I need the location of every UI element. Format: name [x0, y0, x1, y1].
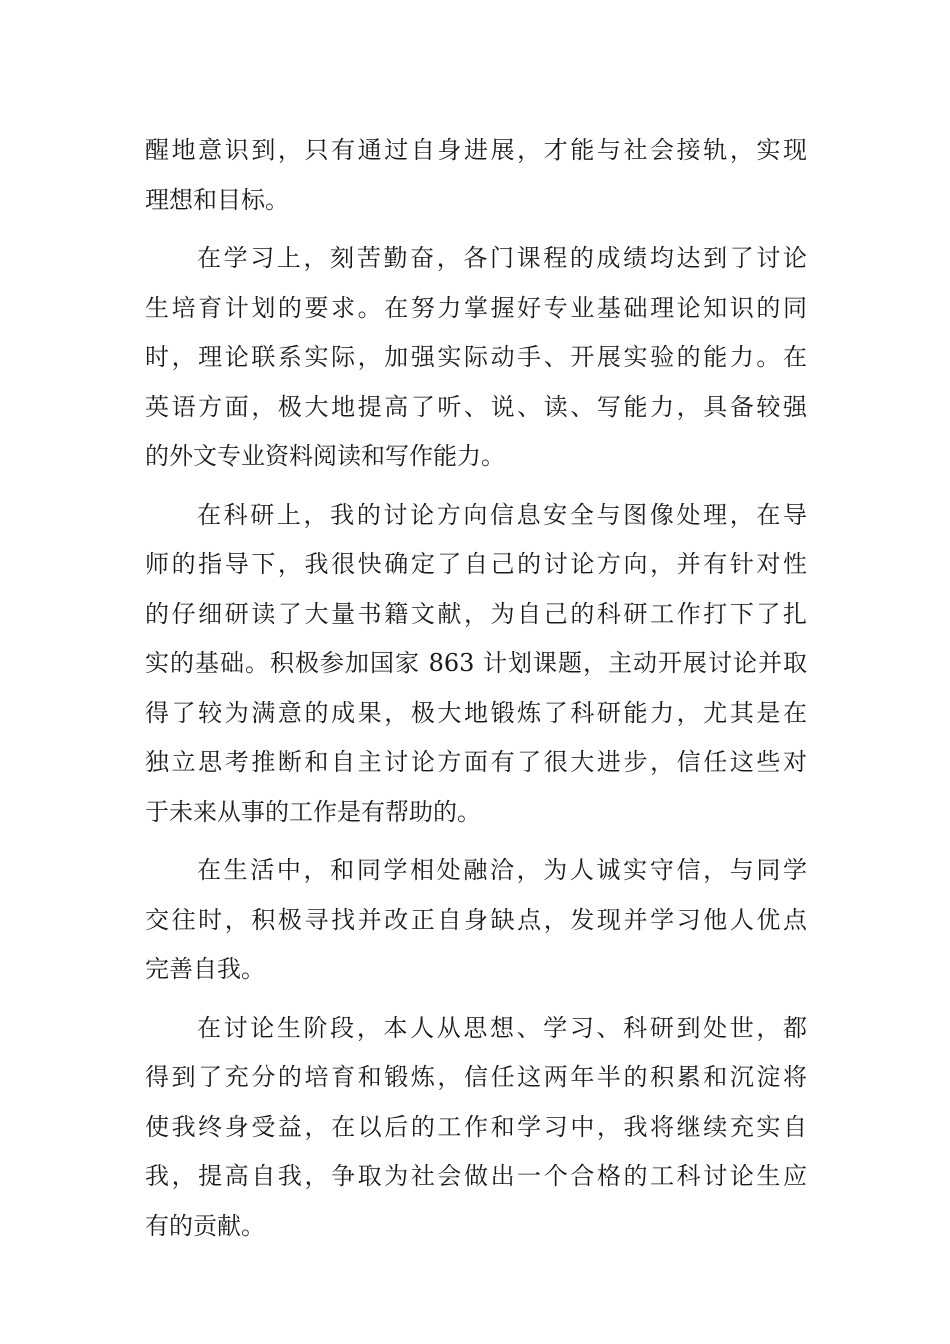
text-line: 我，提高自我，争取为社会做出一个合格的工科讨论生应 [145, 1162, 807, 1190]
text-line: 在科研上，我的讨论方向信息安全与图像处理，在导 [197, 500, 807, 529]
paragraph-research [145, 491, 807, 838]
text-line: 生培育计划的要求。在努力掌握好专业基础理论知识的同 [145, 293, 807, 322]
text-line: 理想和目标。 [145, 185, 289, 214]
text-line: 有的贡献。 [145, 1211, 265, 1240]
document-body [145, 126, 807, 1260]
text-line: 醒地意识到，只有通过自身进展，才能与社会接轨，实现 [145, 136, 807, 164]
paragraph-continuation [145, 126, 807, 225]
text-line: 得到了充分的培育和锻炼，信任这两年半的积累和沉淀将 [145, 1063, 807, 1091]
text-line: 在讨论生阶段，本人从思想、学习、科研到处世，都 [197, 1013, 807, 1042]
text-line: 师的指导下，我很快确定了自己的讨论方向，并有针对性 [145, 550, 807, 578]
text-line: 时，理论联系实际，加强实际动手、开展实验的能力。在 [145, 343, 807, 371]
paragraph-summary [145, 1004, 807, 1252]
text-line: 在生活中，和同学相处融洽，为人诚实守信，与同学 [197, 856, 807, 884]
text-line: 使我终身受益，在以后的工作和学习中，我将继续充实自 [145, 1112, 807, 1141]
text-line: 完善自我。 [145, 955, 265, 983]
text-line: 得了较为满意的成果，极大地锻炼了科研能力，尤其是在 [145, 698, 807, 727]
paragraph-study [145, 234, 807, 482]
text-line: 独立思考推断和自主讨论方面有了很大进步，信任这些对 [145, 748, 807, 776]
text-line: 实的基础。积极参加国家 863 计划课题，主动开展讨论并取 [145, 649, 807, 677]
text-line: 英语方面，极大地提高了听、说、读、写能力，具备较强 [145, 392, 807, 421]
text-line: 在学习上，刻苦勤奋，各门课程的成绩均达到了讨论 [197, 244, 807, 272]
text-line: 的外文专业资料阅读和写作能力。 [145, 442, 505, 470]
text-line: 于未来从事的工作是有帮助的。 [145, 797, 481, 826]
paragraph-life [145, 846, 807, 995]
text-line: 的仔细研读了大量书籍文献，为自己的科研工作打下了扎 [145, 599, 807, 628]
text-line: 交往时，积极寻找并改正自身缺点，发现并学习他人优点 [145, 905, 807, 934]
